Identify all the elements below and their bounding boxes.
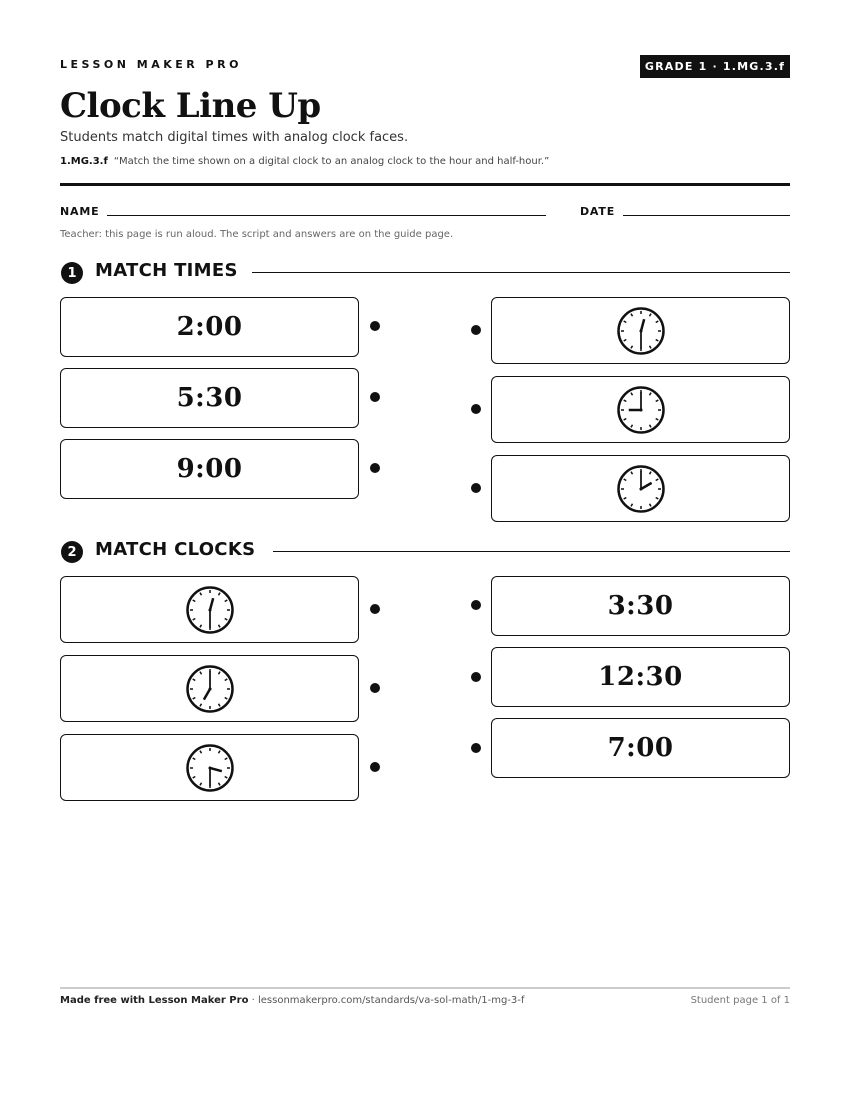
analog-clock-icon xyxy=(616,306,666,356)
match-dot[interactable] xyxy=(370,762,380,772)
time-label: 3:30 xyxy=(607,591,674,621)
time-label: 2:00 xyxy=(176,312,243,342)
section-1-rule xyxy=(252,272,790,273)
clock-card[interactable] xyxy=(60,655,359,722)
time-card-7-00[interactable] xyxy=(491,718,790,778)
match-dot[interactable] xyxy=(370,683,380,693)
teacher-note: Teacher: this page is run aloud. The script and answers are on the guide page. xyxy=(60,229,454,240)
section-2-number: 2 xyxy=(61,541,83,563)
name-label: NAME xyxy=(60,205,100,218)
time-label: 5:30 xyxy=(176,383,243,413)
section-1-title: MATCH TIMES xyxy=(95,260,238,281)
time-label: 12:30 xyxy=(598,662,683,692)
footer-divider xyxy=(60,987,790,989)
footer-url: · lessonmakerpro.com/standards/va-sol-math/1-mg-3-f xyxy=(248,995,525,1006)
analog-clock-icon xyxy=(185,743,235,793)
match-dot[interactable] xyxy=(471,743,481,753)
time-card-3-30[interactable] xyxy=(491,576,790,636)
match-dot[interactable] xyxy=(370,604,380,614)
clock-card[interactable] xyxy=(60,734,359,801)
match-dot[interactable] xyxy=(471,483,481,493)
clock-card[interactable] xyxy=(491,376,790,443)
time-card-12-30[interactable] xyxy=(491,647,790,707)
analog-clock-icon xyxy=(616,385,666,435)
standard-code: 1.MG.3.f xyxy=(60,156,108,167)
name-field[interactable] xyxy=(107,215,546,216)
header-divider xyxy=(60,183,790,186)
match-dot[interactable] xyxy=(471,672,481,682)
date-label: DATE xyxy=(580,205,616,218)
clock-hub xyxy=(639,329,642,332)
clock-hub xyxy=(208,687,211,690)
analog-clock-icon xyxy=(185,585,235,635)
date-field[interactable] xyxy=(623,215,790,216)
section-2-title: MATCH CLOCKS xyxy=(95,539,256,560)
clock-hub xyxy=(208,608,211,611)
match-dot[interactable] xyxy=(471,325,481,335)
time-card-5-30[interactable] xyxy=(60,368,359,428)
match-dot[interactable] xyxy=(370,321,380,331)
match-dot[interactable] xyxy=(471,600,481,610)
grade-badge: GRADE 1 · 1.MG.3.f xyxy=(640,55,790,78)
standard-line xyxy=(60,156,549,167)
time-card-2-00[interactable] xyxy=(60,297,359,357)
section-2-rule xyxy=(273,551,790,552)
footer-made-with: Made free with Lesson Maker Pro xyxy=(60,995,249,1006)
match-dot[interactable] xyxy=(370,463,380,473)
clock-hub xyxy=(639,408,642,411)
page-subtitle: Students match digital times with analog clock faces. xyxy=(60,130,409,145)
time-label: 7:00 xyxy=(607,733,674,763)
clock-card[interactable] xyxy=(491,455,790,522)
brand-name: LESSON MAKER PRO xyxy=(60,58,242,71)
analog-clock-icon xyxy=(616,464,666,514)
page-title: Clock Line Up xyxy=(60,86,321,126)
analog-clock-icon xyxy=(185,664,235,714)
clock-hub xyxy=(208,766,211,769)
footer-page-number: Student page 1 of 1 xyxy=(690,995,790,1006)
time-label: 9:00 xyxy=(176,454,243,484)
match-dot[interactable] xyxy=(471,404,481,414)
clock-card[interactable] xyxy=(491,297,790,364)
match-dot[interactable] xyxy=(370,392,380,402)
footer-credit xyxy=(60,995,524,1006)
time-card-9-00[interactable] xyxy=(60,439,359,499)
clock-hub xyxy=(639,487,642,490)
clock-card[interactable] xyxy=(60,576,359,643)
standard-text: “Match the time shown on a digital clock to an analog clock to the hour and half-hour.” xyxy=(113,156,550,167)
section-1-number: 1 xyxy=(61,262,83,284)
